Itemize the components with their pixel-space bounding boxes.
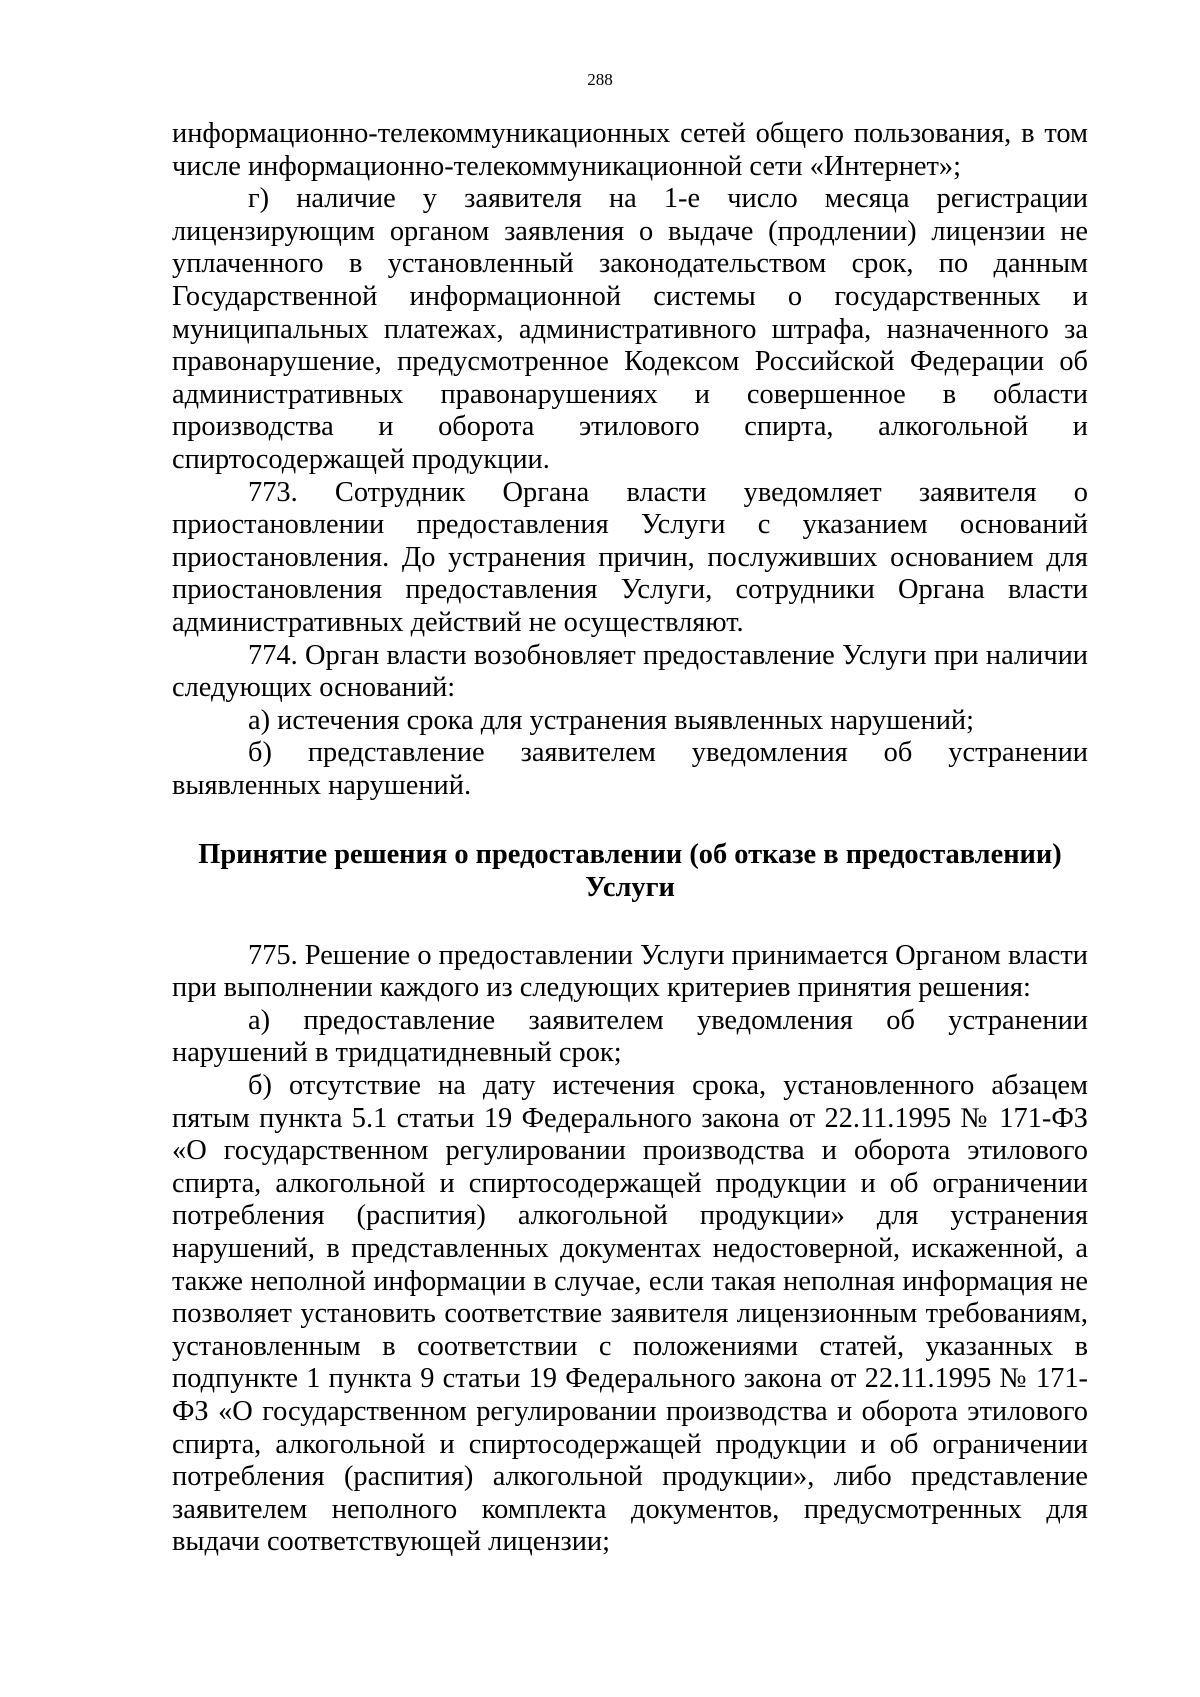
- paragraphs-bottom: [172, 940, 1088, 1559]
- section-heading-line-2: Услуги: [585, 872, 675, 904]
- paragraph-774: 774. Орган власти возобновляет предоставление Услуги при наличии следующих оснований:: [172, 639, 1088, 704]
- section-heading-line-1: Принятие решения о предоставлении (об отказе в предоставлении): [198, 839, 1062, 871]
- paragraphs-top: [172, 118, 1088, 802]
- paragraph-continuation: информационно-телекоммуникационных сетей общего пользования, в том числе информационно-телекоммуникационной сети «Интернет»;: [172, 118, 1088, 182]
- page-number: 288: [587, 70, 613, 89]
- document-body: [172, 118, 1088, 1559]
- paragraph-774-item-b: б) представление заявителем уведомления об устранении выявленных нарушений.: [172, 737, 1088, 801]
- paragraph-item-g: г) наличие у заявителя на 1-е число месяца регистрации лицензирующим органом заявления о выдаче (продлении) лицензии не уплаченного в установленный законодательством срок, по данным Государственной информационной системы о государственных и муниципальных платежах, административного штрафа, назначенного за правонарушение, предусмотренное Кодексом Российской Федерации об административных правонарушениях и совершенное в области производства и оборота этилового спирта, алкогольной и спиртосодержащей продукции.: [172, 183, 1088, 475]
- section-heading: [172, 839, 1088, 904]
- paragraph-773: 773. Сотрудник Органа власти уведомляет заявителя о приостановлении предоставления Услуги с указанием оснований приостановления. До устранения причин, послуживших основанием для приостановления предоставления Услуги, сотрудники Органа власти административных действий не осуществляют.: [172, 476, 1088, 638]
- paragraph-775: 775. Решение о предоставлении Услуги принимается Органом власти при выполнении каждого из следующих критериев принятия решения:: [172, 939, 1088, 1004]
- paragraph-775-item-a: а) предоставление заявителем уведомления об устранении нарушений в тридцатидневный срок;: [172, 1004, 1088, 1069]
- paragraph-775-item-b: б) отсутствие на дату истечения срока, установленного абзацем пятым пункта 5.1 статьи 19 Федерального закона от 22.11.1995 № 171-ФЗ «О государственном регулировании производства и оборота этилового спирта, алкогольной и спиртосодержащей продукции и об ограничении потребления (распития) алкогольной продукции» для устранения нарушений, в представленных документах недостоверной, искаженной, а также неполной информации в случае, если такая неполная информация не позволяет установить соответствие заявителя лицензионным требованиям, установленным в соответствии с положениями статей, указанных в подпункте 1 пункта 9 статьи 19 Федерального закона от 22.11.1995 № 171-ФЗ «О государственном регулировании производства и оборота этилового спирта, алкогольной и спиртосодержащей продукции и об ограничении потребления (распития) алкогольной продукции», либо представление заявителем неполного комплекта документов, предусмотренных для выдачи соответствующей лицензии;: [172, 1070, 1088, 1558]
- paragraph-774-item-a: а) истечения срока для устранения выявленных нарушений;: [248, 704, 975, 736]
